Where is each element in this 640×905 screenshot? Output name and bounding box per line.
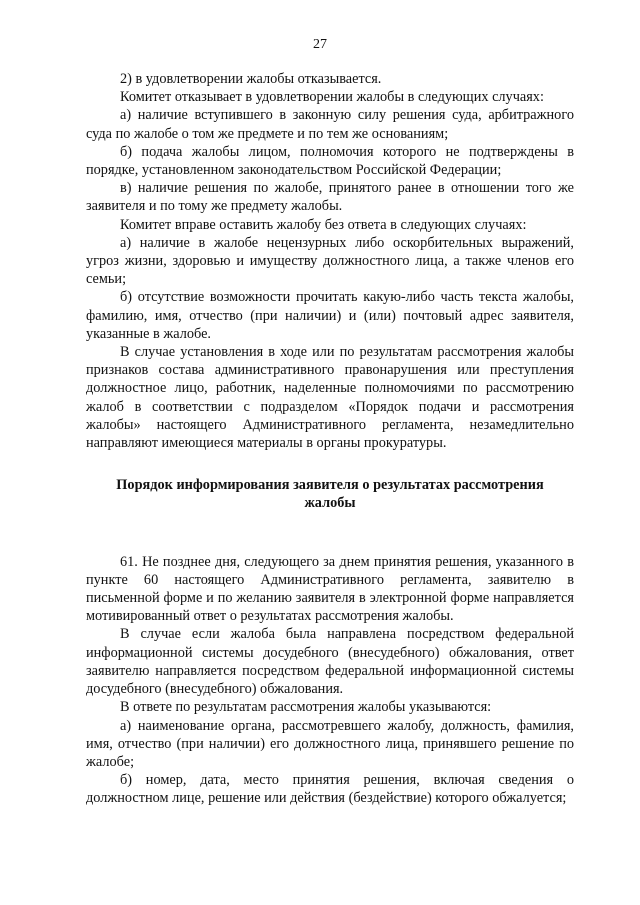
paragraph: а) наименование органа, рассмотревшего жалобу, должность, фамилия, имя, отчество (при наличии) его должностного лица, принявшего решение по жалобе; xyxy=(86,717,574,770)
paragraph: В случае если жалоба была направлена посредством федеральной информационной системы досудебного (внесудебного) обжалования, ответ заявителю направляется посредством федеральной информационной системы досудебного (внесудебного) обжалования. xyxy=(86,626,574,698)
paragraph: а) наличие вступившего в законную силу решения суда, арбитражного суда по жалобе о том же предмете и по тем же основаниям; xyxy=(86,107,574,142)
paragraph: а) наличие в жалобе нецензурных либо оскорбительных выражений, угроз жизни, здоровью и имуществу должностного лица, а также членов его семьи; xyxy=(86,234,574,288)
spacer xyxy=(86,513,574,553)
paragraph: Комитет вправе оставить жалобу без ответа в следующих случаях: xyxy=(120,216,527,233)
paragraph: В случае установления в ходе или по результатам рассмотрения жалобы признаков состава административного правонарушения или преступления должностное лицо, работник, наделенные полномочиями по рассмотрению жалоб в соответствии с подразделом «Порядок подачи и рассмотрения жалобы» настоящего Административного регламента, незамедлительно направляют имеющиеся материалы в органы прокуратуры. xyxy=(86,344,574,452)
paragraph: в) наличие решения по жалобе, принятого ранее в отношении того же заявителя и по тому же предмету жалобы. xyxy=(86,180,574,215)
page-number: 27 xyxy=(313,37,327,52)
paragraph: б) подача жалобы лицом, полномочия которого не подтверждены в порядке, установленном законодательством Российской Федерации; xyxy=(86,143,574,179)
paragraph: В ответе по результатам рассмотрения жалобы указываются: xyxy=(120,699,492,716)
paragraph: б) отсутствие возможности прочитать какую-либо часть текста жалобы, фамилию, имя, отчество (при наличии) и (или) почтовый адрес заявителя, указанные в жалобе. xyxy=(86,289,574,342)
paragraph: б) номер, дата, место принятия решения, включая сведения о должностном лице, решение или действия (бездействие) которого обжалуется; xyxy=(86,772,574,807)
document-body xyxy=(86,70,574,808)
paragraph: 61. Не позднее дня, следующего за днем принятия решения, указанного в пункте 60 настоящего Административного регламента, заявителю в письменной форме и по желанию заявителя в электронной форме направляется мотивированный ответ о результатах рассмотрения жалобы. xyxy=(86,553,574,625)
paragraph: 2) в удовлетворении жалобы отказывается. xyxy=(120,71,382,87)
paragraph: Комитет отказывает в удовлетворении жалобы в следующих случаях: xyxy=(120,89,544,106)
section-heading: Порядок информирования заявителя о результатах рассмотрения жалобы xyxy=(116,477,544,512)
